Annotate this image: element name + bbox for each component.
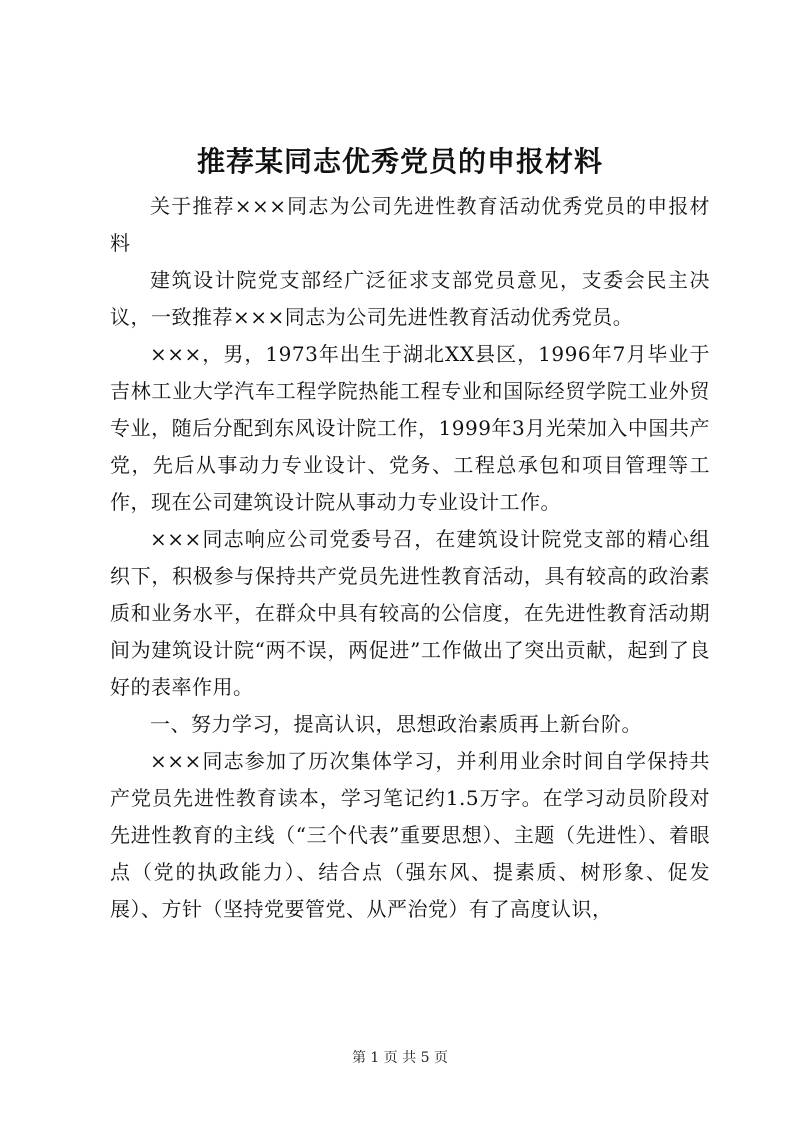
paragraph-biography: ×××，男，1973年出生于湖北XX县区，1996年7月毕业于吉林工业大学汽车工程学院热能工程专业和国际经贸学院工业外贸专业，随后分配到东风设计院工作，1999年3月光荣加入中国共产党，先后从事动力专业设计、党务、工程总承包和项目管理等工作，现在公司建筑设计院从事动力专业设计工作。 bbox=[110, 342, 710, 514]
section-heading-study: 一、努力学习，提高认识，思想政治素质再上新台阶。 bbox=[150, 712, 642, 736]
paragraph-recommendation: 建筑设计院党支部经广泛征求支部党员意见，支委会民主决议，一致推荐×××同志为公司先进性教育活动优秀党员。 bbox=[110, 268, 710, 329]
document-title: 推荐某同志优秀党员的申报材料 bbox=[196, 145, 603, 178]
page-number-footer: 第 1 页 共 5 页 bbox=[351, 1050, 449, 1066]
paragraph-study-details: ×××同志参加了历次集体学习，并利用业余时间自学保持共产党员先进性教育读本，学习笔记约1.5万字。在学习动员阶段对先进性教育的主线（“三个代表”重要思想）、主题（先进性）、着眼点（党的执政能力）、结合点（强东风、提素质、树形象、促发展）、方针（坚持党要管党、从严治党）有了高度认识， bbox=[110, 749, 710, 921]
paragraph-performance: ×××同志响应公司党委号召，在建筑设计院党支部的精心组织下，积极参与保持共产党员先进性教育活动，具有较高的政治素质和业务水平，在群众中具有较高的公信度，在先进性教育活动期间为建筑设计院“两不误，两促进”工作做出了突出贡献，起到了良好的表率作用。 bbox=[110, 527, 710, 699]
paragraph-subject: 关于推荐×××同志为公司先进性教育活动优秀党员的申报材料 bbox=[110, 194, 710, 255]
document-body bbox=[110, 188, 710, 928]
